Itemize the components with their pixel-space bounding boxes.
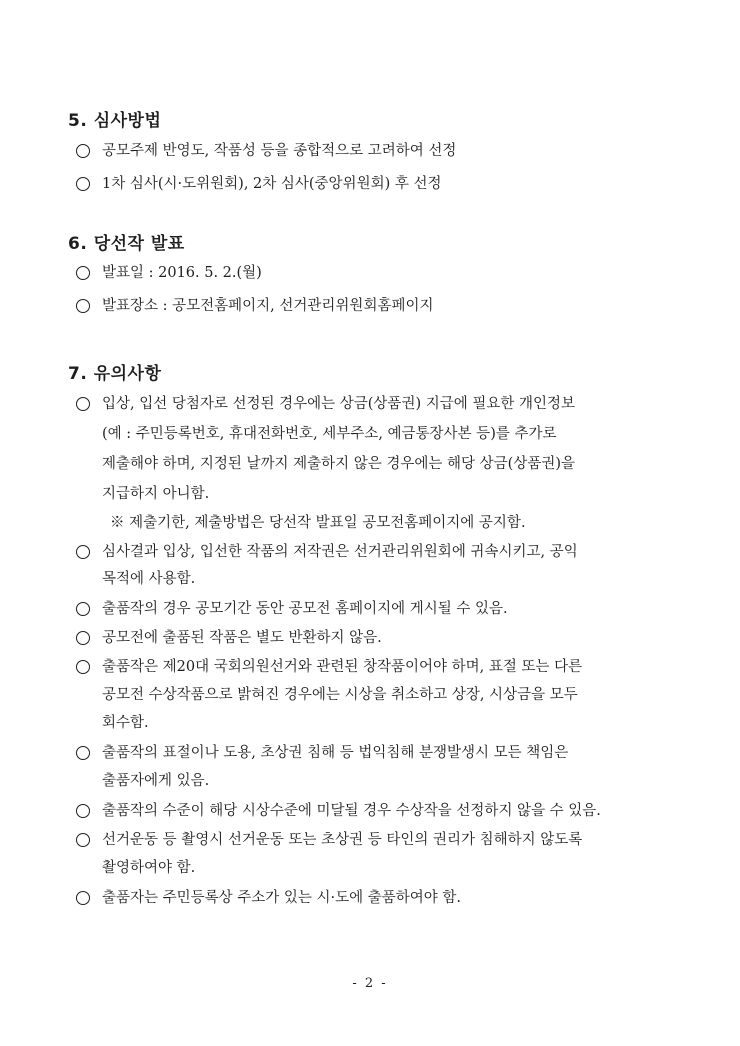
- list-item-text: 지급하지 아니함.: [102, 486, 210, 502]
- circle-bullet-icon: [76, 833, 90, 847]
- circle-bullet-icon: [76, 397, 90, 411]
- note-text: ※ 제출기한, 제출방법은 당선작 발표일 공모전홈페이지에 공지함.: [110, 515, 526, 531]
- circle-bullet-icon: [76, 545, 90, 559]
- circle-bullet-icon: [76, 631, 90, 645]
- list-item-text: 공모전 수상작품으로 밝혀진 경우에는 시상을 취소하고 상장, 시상금을 모두: [102, 687, 578, 703]
- circle-bullet-icon: [76, 299, 90, 313]
- list-item-text: 발표장소 : 공모전홈페이지, 선거관리위원회홈페이지: [102, 298, 434, 314]
- page-number: - 2 -: [352, 976, 388, 991]
- list-item-text: 출품자는 주민등록상 주소가 있는 시·도에 출품하여야 함.: [102, 890, 462, 906]
- list-item-text: 출품작의 경우 공모기간 동안 공모전 홈페이지에 게시될 수 있음.: [102, 601, 508, 617]
- list-item-text: 촬영하여야 함.: [102, 860, 196, 876]
- section-heading-notes: 7. 유의사항: [68, 364, 162, 384]
- circle-bullet-icon: [76, 266, 90, 280]
- list-item-text: 공모전에 출품된 작품은 별도 반환하지 않음.: [102, 630, 382, 646]
- list-item-text: 공모주제 반영도, 작품성 등을 종합적으로 고려하여 선정: [102, 143, 457, 159]
- circle-bullet-icon: [76, 746, 90, 760]
- list-item-text: 선거운동 등 촬영시 선거운동 또는 초상권 등 타인의 권리가 침해하지 않도록: [102, 832, 583, 848]
- list-item-text: 제출해야 하며, 지정된 날까지 제출하지 않은 경우에는 해당 상금(상품권)을: [102, 456, 576, 472]
- list-item-text: 입상, 입선 당첨자로 선정된 경우에는 상금(상품권) 지급에 필요한 개인정보: [102, 396, 576, 412]
- circle-bullet-icon: [76, 660, 90, 674]
- list-item-text: 발표일 : 2016. 5. 2.(월): [102, 265, 262, 281]
- section-heading-announcement: 6. 당선작 발표: [68, 234, 185, 254]
- list-item-text: 출품작은 제20대 국회의원선거와 관련된 창작품이어야 하며, 표절 또는 다른: [102, 659, 583, 675]
- list-item-text: 목적에 사용함.: [102, 571, 196, 587]
- list-item-text: 출품자에게 있음.: [102, 773, 210, 789]
- list-item-text: 심사결과 입상, 입선한 작품의 저작권은 선거관리위원회에 귀속시키고, 공익: [102, 544, 578, 560]
- circle-bullet-icon: [76, 602, 90, 616]
- list-item-text: 회수함.: [102, 715, 149, 731]
- section-heading-review-method: 5. 심사방법: [68, 111, 162, 131]
- circle-bullet-icon: [76, 177, 90, 191]
- list-item-text: 출품작의 표절이나 도용, 초상권 침해 등 법익침해 분쟁발생시 모든 책임은: [102, 745, 569, 761]
- list-item-text: 1차 심사(시·도위원회), 2차 심사(중앙위원회) 후 선정: [102, 176, 442, 192]
- circle-bullet-icon: [76, 144, 90, 158]
- list-item-text: (예 : 주민등록번호, 휴대전화번호, 세부주소, 예금통장사본 등)를 추가로: [102, 426, 557, 442]
- list-item-text: 출품작의 수준이 해당 시상수준에 미달될 경우 수상작을 선정하지 않을 수 있음.: [102, 803, 601, 819]
- circle-bullet-icon: [76, 891, 90, 905]
- circle-bullet-icon: [76, 804, 90, 818]
